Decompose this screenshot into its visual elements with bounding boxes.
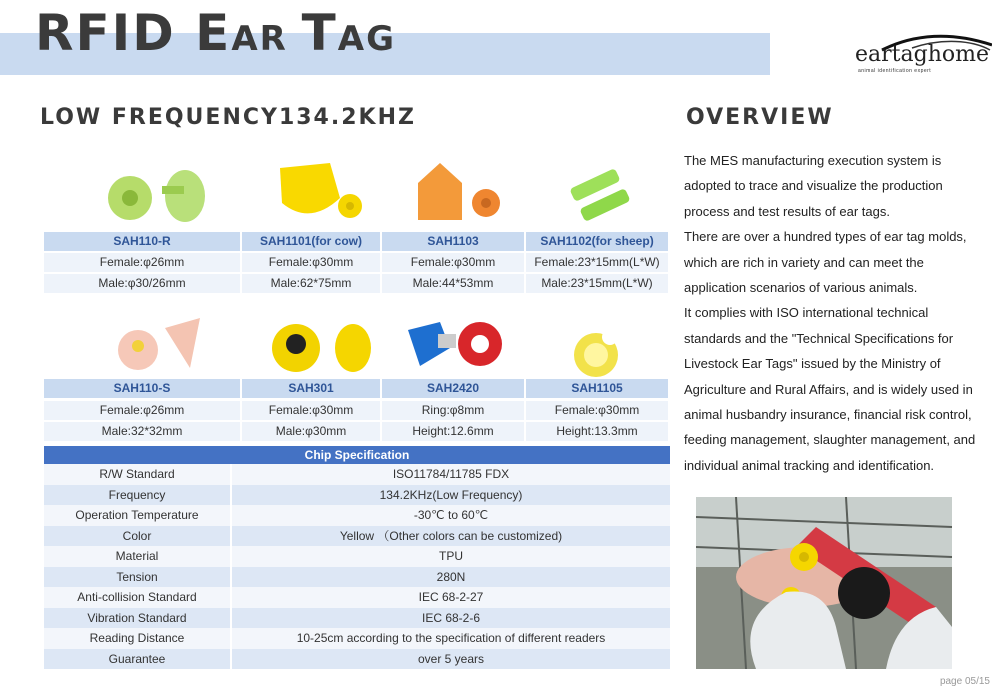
section-low-frequency: LOW FREQUENCY134.2KHZ [40,105,416,130]
spec-value: over 5 years [417,651,485,666]
product-spec: Female:φ26mm [44,400,242,420]
spec-value: Yellow （Other colors can be customized) [339,528,563,543]
chip-spec-row [44,526,670,547]
spec-key: Color [44,526,232,547]
spec-value: ISO11784/11785 FDX [392,467,510,481]
product-spec: Female:23*15mm(L*W) [526,252,670,272]
tag-image-sah1101 [270,158,370,228]
product-spec: Male:62*75mm [242,273,382,293]
product-name: SAH1103 [382,232,526,251]
products-row1-names [44,232,670,251]
product-spec: Female:φ30mm [382,252,526,272]
spec-value: 10-25cm according to the specification of different readers [296,631,606,645]
tag-image-sah110-r [100,158,210,228]
tag-image-sah301 [268,308,378,378]
products-row2-line1 [44,400,670,420]
product-spec: Female:φ30mm [526,400,670,420]
product-spec: Ring:φ8mm [382,400,526,420]
overview-paragraph: The MES manufacturing execution system is adopted to trace and visualize the production process and test results of ear tags. [684,153,943,219]
product-spec: Height:13.3mm [526,421,670,441]
spec-key: Material [44,546,232,567]
chip-spec-row [44,485,670,506]
chip-spec-row [44,649,670,670]
product-spec: Female:φ26mm [44,252,242,272]
product-name: SAH1102(for sheep) [526,232,670,251]
tag-image-sah1103 [408,158,508,228]
spec-key: R/W Standard [44,464,232,485]
overview-paragraph: It complies with ISO international technical standards and the "Technical Specifications for Livestock Ear Tags" issued by the Ministry of Agriculture and Rural Affairs, and is widely used in animal husbandry insurance, financial risk control, feeding management, slaughter management, and individual animal tracking and identification. [684,305,976,473]
spec-value: TPU [439,549,463,563]
page-title: RFID EAR TAG [35,4,397,62]
products-row2-line2 [44,421,670,441]
overview-paragraph: There are over a hundred types of ear tag molds, which are rich in variety and can meet the application scenarios of various animals. [684,229,967,296]
product-spec: Height:12.6mm [382,421,526,441]
chip-spec-row [44,505,670,526]
spec-key: Guarantee [44,649,232,670]
chip-spec-table [44,446,670,669]
chip-spec-row [44,567,670,588]
logo-subtitle: animal identification expert [858,68,932,74]
tag-image-sah1105 [566,318,636,388]
spec-key: Vibration Standard [44,608,232,629]
product-spec: Male:φ30/26mm [44,273,242,293]
product-spec: Male:23*15mm(L*W) [526,273,670,293]
products-row2-names [44,379,670,398]
spec-value: IEC 68-2-27 [418,590,484,604]
product-name: SAH1101(for cow) [242,232,382,251]
spec-value: IEC 68-2-6 [421,610,481,625]
spec-value: 134.2KHz(Low Frequency) [379,487,523,502]
product-spec: Male:44*53mm [382,273,526,293]
spec-key: Operation Temperature [44,505,232,526]
tag-image-sah1102 [560,158,640,228]
spec-key: Reading Distance [44,628,232,649]
tag-image-sah110-s [110,308,210,378]
product-name: SAH2420 [382,379,526,398]
section-overview: OVERVIEW [686,105,834,130]
spec-key: Anti-collision Standard [44,587,232,608]
chip-spec-row [44,587,670,608]
tag-image-sah2420 [400,308,510,378]
chip-spec-row [44,628,670,649]
product-name: SAH110-R [44,232,242,251]
chip-spec-row [44,546,670,567]
logo-text: eartaghome [855,42,989,67]
spec-value: -30℃ to 60℃ [413,508,489,522]
chip-spec-header: Chip Specification [44,446,670,464]
spec-value: 280N [436,569,466,584]
spec-key: Tension [44,567,232,588]
product-spec: Male:32*32mm [44,421,242,441]
page-number: page 05/15 [939,676,990,687]
ear-tag-application-photo [696,497,952,669]
product-name: SAH301 [242,379,382,398]
products-row1-line2 [44,273,670,293]
products-row1-line1 [44,252,670,272]
product-name: SAH1105 [526,379,670,398]
chip-spec-row [44,608,670,629]
product-spec: Male:φ30mm [242,421,382,441]
product-spec: Female:φ30mm [242,252,382,272]
chip-spec-row [44,464,670,485]
product-name: SAH110-S [44,379,242,398]
overview-text [684,148,984,478]
spec-key: Frequency [44,485,232,506]
product-spec: Female:φ30mm [242,400,382,420]
